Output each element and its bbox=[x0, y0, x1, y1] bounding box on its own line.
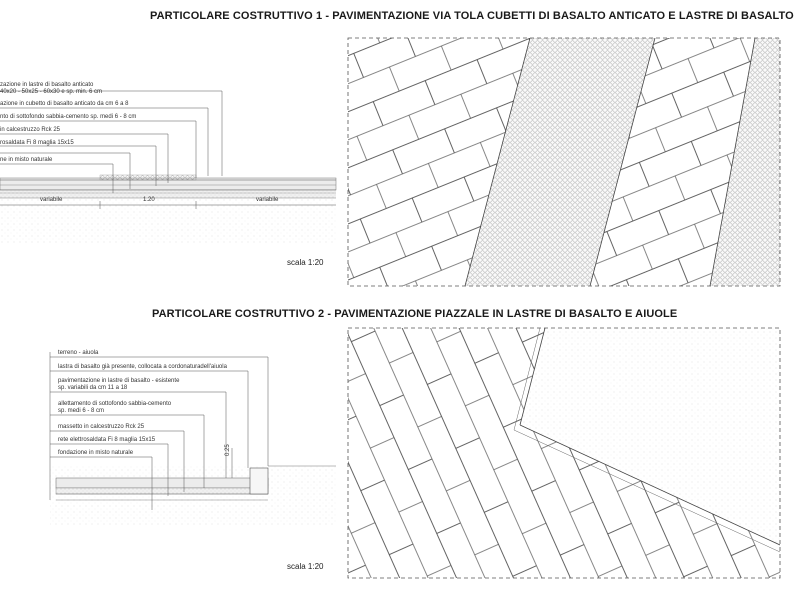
plan-2 bbox=[348, 328, 780, 578]
d1-dim-label: 1.20 bbox=[143, 197, 155, 203]
d1-scale: scala 1:20 bbox=[287, 258, 324, 267]
d1-dim-label: variabile bbox=[40, 197, 63, 203]
plan-1 bbox=[348, 38, 780, 286]
d1-layer-label: azione in cubetto di basalto anticato da cm 6 a 8 bbox=[0, 101, 129, 107]
d2-layer-label: allettamento di sottofondo sabbia-cemento bbox=[58, 401, 172, 407]
d1-layer-label: ne in misto naturale bbox=[0, 157, 53, 163]
d1-layer-label: 40x20 - 50x25 - 60x30 e sp. min. 6 cm bbox=[0, 89, 103, 95]
d1-layer-label: zazione in lastre di basalto anticato bbox=[0, 82, 94, 88]
d1-layer-label: nto di sottofondo sabbia-cemento sp. medi 6 - 8 cm bbox=[0, 114, 137, 120]
detail-2-title: PARTICOLARE COSTRUTTIVO 2 - PAVIMENTAZIONE PIAZZALE IN LASTRE DI BASALTO E AIUOLE bbox=[152, 308, 678, 320]
d2-layer-label: massetto in calcestruzzo Rck 25 bbox=[58, 424, 145, 430]
detail-1-title: PARTICOLARE COSTRUTTIVO 1 - PAVIMENTAZIONE VIA TOLA CUBETTI DI BASALTO ANTICATO E LASTRE DI BASALTO bbox=[150, 10, 794, 22]
d2-layer-label: sp. variabili da cm 11 a 18 bbox=[58, 385, 128, 391]
d1-layer-label: rosaldata Fi 8 maglia 15x15 bbox=[0, 140, 74, 146]
d1-dim-label: variabile bbox=[256, 197, 279, 203]
d2-layer-label: pavimentazione in lastre di basalto - esistente bbox=[58, 378, 180, 384]
d2-dim-label: 0.25 bbox=[225, 444, 231, 456]
d2-layer-label: terreno - aiuola bbox=[58, 350, 99, 356]
d2-layer-label: sp. medi 6 - 8 cm bbox=[58, 408, 105, 414]
d1-layer-label: in calcestruzzo Rck 25 bbox=[0, 127, 61, 133]
d2-layer-label: rete elettrosaldata Fi 8 maglia 15x15 bbox=[58, 437, 156, 443]
d2-scale: scala 1:20 bbox=[287, 562, 324, 571]
d2-layer-label: lastra di basalto già presente, collocata a cordonaturadell'aiuola bbox=[58, 364, 227, 370]
d2-layer-label: fondazione in misto naturale bbox=[58, 450, 134, 456]
